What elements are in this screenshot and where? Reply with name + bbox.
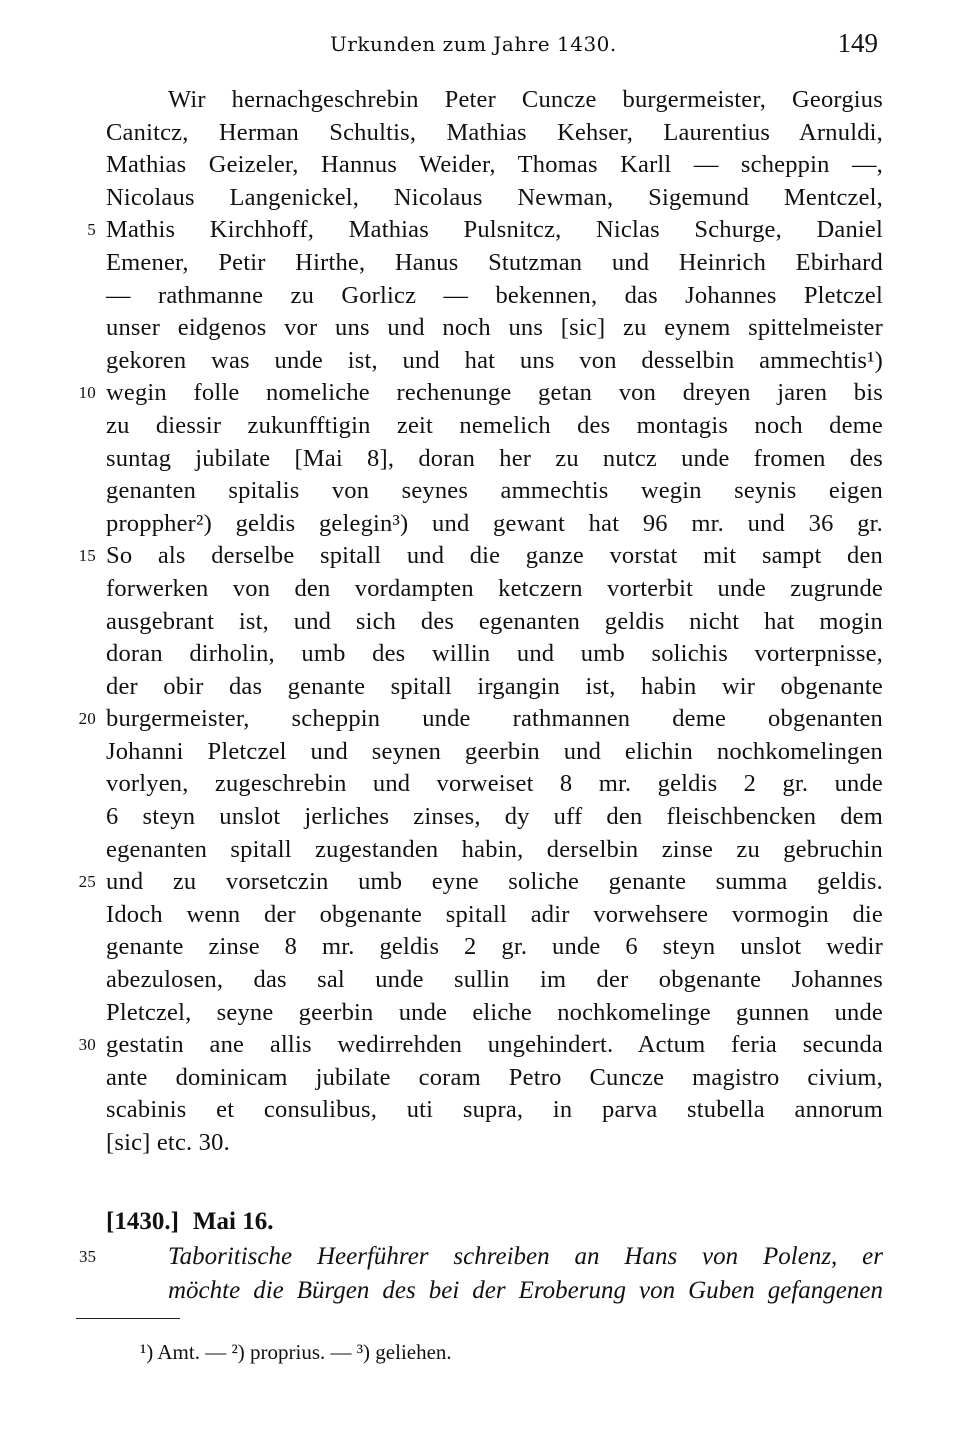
text-line — [0, 214, 960, 247]
text-line — [0, 834, 960, 867]
summary-text: Taboritische Heerführer schreiben an Hans von Polenz, er — [168, 1243, 883, 1270]
line-text: Pletczel, seyne geerbin unde eliche nochkomelinge gunnen unde — [106, 998, 883, 1026]
running-head — [0, 28, 960, 66]
line-text: gekoren was unde ist, und hat uns von desselbin ammechtis¹) — [106, 346, 883, 374]
line-text: gestatin ane allis wedirrehden ungehindert. Actum feria secunda — [106, 1031, 883, 1059]
line-text: 6 steyn unslot jerliches zinses, dy uff den fleischbencken dem — [106, 803, 883, 831]
text-line — [0, 768, 960, 801]
text-line — [0, 280, 960, 313]
charter-text — [0, 84, 960, 1160]
text-line — [0, 964, 960, 997]
text-line — [0, 508, 960, 541]
text-line — [0, 247, 960, 280]
line-text: Wir hernachgeschrebin Peter Cuncze burgermeister, Georgius — [168, 86, 883, 113]
summary-text: möchte die Bürgen des bei der Eroberung von Guben gefangenen — [168, 1277, 883, 1304]
line-text: Idoch wenn der obgenante spitall adir vorwehsere vormogin die — [106, 900, 883, 928]
heading-year: [1430.] — [106, 1208, 179, 1235]
footnotes: ¹) Amt. — ²) proprius. — ³) geliehen. — [140, 1340, 452, 1364]
line-text: genante zinse 8 mr. geldis 2 gr. unde 6 steyn unslot wedir — [106, 933, 883, 961]
line-number: 15 — [78, 546, 96, 566]
line-text: egenanten spitall zugestanden habin, derselbin zinse zu gebruchin — [106, 835, 883, 863]
line-number: 20 — [78, 709, 96, 729]
text-line — [0, 1094, 960, 1127]
text-line — [0, 997, 960, 1030]
text-line — [0, 410, 960, 443]
line-text: der obir das genante spitall irgangin ist, habin wir obgenante — [106, 672, 883, 700]
page-number: 149 — [837, 28, 878, 58]
document-summary — [0, 1240, 960, 1308]
line-number: 10 — [78, 383, 96, 403]
text-line — [0, 182, 960, 215]
text-line — [0, 117, 960, 150]
line-text: [sic] etc. 30. — [106, 1129, 230, 1156]
line-text: forwerken von den vordampten ketczern vorterbit unde zugrunde — [106, 574, 883, 602]
text-line — [0, 475, 960, 508]
text-line — [0, 540, 960, 573]
text-line — [0, 1062, 960, 1095]
text-line — [0, 671, 960, 704]
line-text: suntag jubilate [Mai 8], doran her zu nutcz unde fromen des — [106, 444, 883, 472]
line-text: wegin folle nomeliche rechenunge getan von dreyen jaren bis — [106, 379, 883, 407]
line-text: Johanni Pletczel und seynen geerbin und elichin nochkomelingen — [106, 737, 883, 765]
line-text: Emener, Petir Hirthe, Hanus Stutzman und Heinrich Ebirhard — [106, 248, 883, 276]
text-line — [0, 573, 960, 606]
text-line — [0, 377, 960, 410]
line-text: und zu vorsetczin umb eyne soliche genante summa geldis. — [106, 868, 883, 896]
heading-date: Mai 16. — [192, 1208, 274, 1235]
text-line — [0, 606, 960, 639]
line-number: 30 — [78, 1035, 96, 1055]
line-text: So als derselbe spitall und die ganze vorstat mit sampt den — [106, 542, 883, 570]
text-line — [0, 703, 960, 736]
text-line — [0, 84, 960, 117]
line-number: 25 — [78, 872, 96, 892]
text-line — [0, 866, 960, 899]
line-text: zu diessir zukunfftigin zeit nemelich des montagis noch deme — [106, 411, 883, 439]
line-text: genanten spitalis von seynes ammechtis wegin seynis eigen — [106, 477, 883, 505]
footnote-rule — [76, 1318, 180, 1319]
line-text: ausgebrant ist, und sich des egenanten geldis nicht hat mogin — [106, 607, 883, 635]
text-line — [0, 931, 960, 964]
text-line — [0, 345, 960, 378]
text-line — [0, 801, 960, 834]
line-text: Mathis Kirchhoff, Mathias Pulsnitcz, Niclas Schurge, Daniel — [106, 216, 883, 244]
summary-line — [0, 1274, 960, 1308]
text-line — [0, 638, 960, 671]
running-title: Urkunden zum Jahre 1430. — [330, 32, 617, 56]
text-line — [0, 1029, 960, 1062]
line-number: 35 — [79, 1247, 96, 1266]
summary-line — [0, 1240, 960, 1274]
line-text: doran dirholin, umb des willin und umb solichis vorterpnisse, — [106, 640, 883, 668]
line-text: abezulosen, das sal unde sullin im der obgenante Johannes — [106, 966, 883, 994]
text-line — [0, 149, 960, 182]
line-text: Canitcz, Herman Schultis, Mathias Kehser, Laurentius Arnuldi, — [106, 118, 883, 146]
line-text: unser eidgenos vor uns und noch uns [sic] zu eynem spittelmeister — [106, 314, 883, 342]
document-heading — [106, 1208, 273, 1236]
line-number: 5 — [87, 220, 96, 240]
text-line — [0, 443, 960, 476]
line-text: burgermeister, scheppin unde rathmannen deme obgenanten — [106, 705, 883, 733]
line-text: proppher²) geldis gelegin³) und gewant hat 96 mr. und 36 gr. — [106, 509, 883, 537]
text-line — [0, 312, 960, 345]
line-text: Mathias Geizeler, Hannus Weider, Thomas Karll — scheppin —, — [106, 151, 883, 179]
text-line — [0, 899, 960, 932]
line-text: ante dominicam jubilate coram Petro Cuncze magistro civium, — [106, 1063, 883, 1091]
line-text: scabinis et consulibus, uti supra, in parva stubella annorum — [106, 1096, 883, 1124]
text-line — [0, 1127, 960, 1160]
line-text: Nicolaus Langenickel, Nicolaus Newman, Sigemund Mentczel, — [106, 183, 883, 211]
text-line — [0, 736, 960, 769]
line-text: vorlyen, zugeschrebin und vorweiset 8 mr. geldis 2 gr. unde — [106, 770, 883, 798]
line-text: — rathmanne zu Gorlicz — bekennen, das Johannes Pletczel — [106, 281, 883, 309]
